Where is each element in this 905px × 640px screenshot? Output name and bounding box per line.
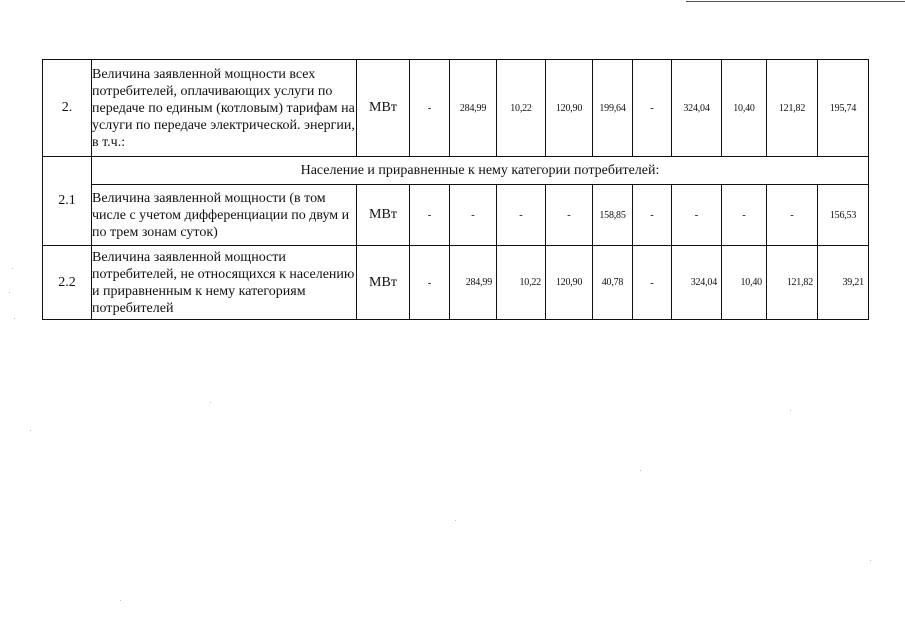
value-cell: 120,90 — [546, 246, 593, 320]
value-cell: - — [722, 185, 767, 246]
value-cell: 10,22 — [497, 246, 546, 320]
row-number: 2. — [43, 60, 92, 157]
value-cell: - — [633, 185, 672, 246]
value-cell: 195,74 — [818, 60, 869, 157]
table-row-2-1-detail — [43, 185, 869, 246]
row-number: 2.1 — [43, 157, 92, 246]
value-cell: 10,40 — [722, 246, 767, 320]
scan-speck — [210, 402, 211, 403]
value-cell: - — [767, 185, 818, 246]
scan-speck — [455, 520, 456, 521]
value-cell: 121,82 — [767, 246, 818, 320]
value-cell: 324,04 — [672, 246, 722, 320]
value-cell: - — [450, 185, 497, 246]
scan-speck — [30, 430, 31, 431]
top-edge-rule — [686, 1, 905, 2]
value-cell: 10,40 — [722, 60, 767, 157]
scan-speck — [9, 292, 10, 293]
row-description: Величина заявленной мощности (в том числе с учетом дифференциации по двум и по трем зонам суток) — [92, 185, 357, 246]
value-cell: 39,21 — [818, 246, 869, 320]
value-cell: 10,22 — [497, 60, 546, 157]
value-cell: - — [633, 246, 672, 320]
value-cell: - — [633, 60, 672, 157]
value-cell: 121,82 — [767, 60, 818, 157]
value-cell: - — [410, 185, 450, 246]
scan-speck — [640, 470, 641, 471]
value-cell: 120,90 — [546, 60, 593, 157]
table-row-2-2 — [43, 246, 869, 320]
value-cell: - — [672, 185, 722, 246]
value-cell: - — [410, 246, 450, 320]
table-row-2-1 — [43, 157, 869, 185]
value-cell: - — [497, 185, 546, 246]
value-cell: 284,99 — [450, 60, 497, 157]
scan-speck — [870, 560, 871, 561]
row-unit: МВт — [357, 246, 410, 320]
value-cell: - — [546, 185, 593, 246]
row-description: Величина заявленной мощности потребителей, не относящихся к населению и приравненным к нему категориям потребителей — [92, 246, 357, 320]
value-cell: 324,04 — [672, 60, 722, 157]
value-cell: 158,85 — [593, 185, 633, 246]
value-cell: 199,64 — [593, 60, 633, 157]
value-cell: 156,53 — [818, 185, 869, 246]
scan-speck — [790, 410, 791, 411]
scan-speck — [120, 600, 121, 601]
value-cell: 40,78 — [593, 246, 633, 320]
value-cell: - — [410, 60, 450, 157]
row-number: 2.2 — [43, 246, 92, 320]
row-description: Величина заявленной мощности всех потребителей, оплачивающих услуги по передаче по единым (котловым) тарифам на услуги по передаче электрической. энергии, в т.ч.: — [92, 60, 357, 157]
section-header: Население и приравненные к нему категории потребителей: — [92, 157, 869, 185]
table-row-2 — [43, 60, 869, 157]
scan-speck — [12, 268, 13, 269]
row-unit: МВт — [357, 185, 410, 246]
row-unit: МВт — [357, 60, 410, 157]
value-cell: 284,99 — [450, 246, 497, 320]
scan-speck — [14, 318, 15, 319]
tariff-capacity-table — [42, 59, 869, 320]
